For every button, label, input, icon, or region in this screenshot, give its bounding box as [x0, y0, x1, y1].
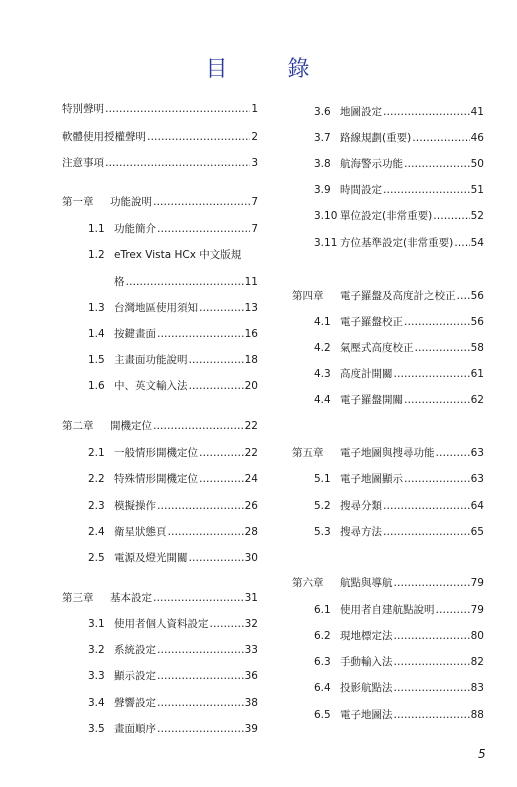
toc-entry: [88, 302, 258, 315]
toc-entry-page: 2: [251, 131, 258, 143]
toc-entry: [114, 276, 258, 289]
toc-leader-dots: [157, 723, 244, 736]
toc-entry-number: 5.2: [314, 500, 331, 512]
toc-leader-dots: [157, 500, 244, 513]
toc-leader-dots: [383, 184, 470, 197]
toc-entry-number: 6.2: [314, 630, 331, 642]
toc-entry-number: 1.6: [88, 380, 105, 392]
toc-leader-dots: [168, 526, 244, 539]
toc-entry-title: 畫面順序: [114, 723, 156, 735]
toc-entry-title: 台灣地區使用須知: [114, 302, 198, 314]
toc-entry-title: 路線規劃(重要): [340, 132, 412, 144]
toc-entry: [314, 158, 484, 171]
toc-entry-title: 按鍵畫面: [114, 328, 156, 340]
toc-entry-title: 一般情形開機定位: [114, 447, 198, 459]
toc-entry: [88, 618, 258, 631]
toc-entry: [88, 500, 258, 513]
toc-entry-title: 功能說明: [110, 196, 152, 208]
toc-entry-title: 電源及燈光開關: [114, 552, 188, 564]
toc-entry-number: 1.1: [88, 223, 105, 235]
toc-entry-page: 7: [251, 223, 258, 235]
toc-entry-number: 2.2: [88, 473, 105, 485]
toc-entry-number: 3.3: [88, 670, 105, 682]
toc-entry-number: 3.2: [88, 644, 105, 656]
toc-entry-page: 83: [470, 682, 484, 694]
toc-entry-page: 22: [244, 420, 258, 432]
toc-leader-dots: [105, 103, 250, 116]
title-char-left: 目: [205, 57, 230, 82]
toc-entry-page: 13: [244, 302, 258, 314]
toc-entry-title: 電子羅盤及高度計之校正: [340, 290, 456, 302]
toc-entry: [88, 249, 258, 262]
toc-entry-title: 功能簡介: [114, 223, 156, 235]
toc-entry-page: 63: [470, 473, 484, 485]
toc-leader-dots: [189, 354, 244, 367]
toc-leader-dots: [126, 276, 244, 289]
toc-entry-page: 63: [470, 447, 484, 459]
toc-entry: [292, 577, 484, 590]
toc-entry: [62, 157, 258, 170]
toc-leader-dots: [153, 592, 244, 605]
toc-entry-page: 26: [244, 500, 258, 512]
toc-entry-title: 格: [114, 276, 125, 288]
toc-entry-page: 65: [470, 526, 484, 538]
toc-entry-page: 62: [470, 394, 484, 406]
toc-entry-number: 2.4: [88, 526, 105, 538]
toc-entry: [314, 237, 484, 250]
toc-entry-page: 1: [251, 103, 258, 115]
toc-entry-number: 6.1: [314, 604, 331, 616]
toc-entry-number: 3.5: [88, 723, 105, 735]
toc-entry-page: 36: [244, 670, 258, 682]
toc-entry: [314, 709, 484, 722]
toc-entry-page: 18: [244, 354, 258, 366]
toc-entry-title: 開機定位: [110, 420, 152, 432]
toc-entry-title: 顯示設定: [114, 670, 156, 682]
toc-leader-dots: [404, 316, 470, 329]
toc-entry-page: 11: [244, 276, 258, 288]
toc-entry-number: 4.4: [314, 394, 331, 406]
toc-entry-title: 手動輸入法: [340, 656, 393, 668]
toc-entry-page: 80: [470, 630, 484, 642]
toc-leader-dots: [404, 394, 470, 407]
toc-entry: [314, 473, 484, 486]
toc-entry-title: 特別聲明: [62, 103, 104, 115]
toc-entry: [314, 604, 484, 617]
toc-entry-number: 1.4: [88, 328, 105, 340]
toc-entry-page: 16: [244, 328, 258, 340]
toc-entry: [314, 656, 484, 669]
toc-entry: [88, 670, 258, 683]
toc-entry: [88, 473, 258, 486]
toc-leader-dots: [189, 552, 244, 565]
toc-leader-dots: [415, 342, 470, 355]
toc-entry-page: 56: [470, 290, 484, 302]
toc-entry: [62, 196, 258, 209]
toc-entry-number: 3.1: [88, 618, 105, 630]
toc-entry-title: 航海警示功能: [340, 158, 403, 170]
toc-entry: [62, 420, 258, 433]
toc-leader-dots: [383, 526, 470, 539]
toc-entry-title: 高度計開關: [340, 368, 393, 380]
toc-entry-title: 方位基準設定(非常重要): [340, 237, 454, 249]
toc-entry-page: 31: [244, 592, 258, 604]
toc-entry-page: 33: [244, 644, 258, 656]
toc-entry-title: 搜尋分類: [340, 500, 382, 512]
toc-leader-dots: [404, 473, 470, 486]
toc-entry-page: 61: [470, 368, 484, 380]
toc-leader-dots: [157, 328, 244, 341]
toc-entry-page: 41: [470, 106, 484, 118]
toc-entry-number: 4.1: [314, 316, 331, 328]
toc-entry-number: 1.2: [88, 249, 105, 261]
toc-entry-title: 電子地圖法: [340, 709, 393, 721]
toc-entry: [314, 342, 484, 355]
toc-leader-dots: [433, 210, 469, 223]
toc-entry: [62, 131, 258, 144]
toc-entry-title: 地圖設定: [340, 106, 382, 118]
toc-leader-dots: [210, 618, 244, 631]
toc-leader-dots: [147, 131, 250, 144]
toc-entry-number: 2.5: [88, 552, 105, 564]
toc-entry-title: 電子羅盤開關: [340, 394, 403, 406]
toc-leader-dots: [157, 670, 244, 683]
toc-leader-dots: [199, 473, 244, 486]
toc-entry-page: 46: [470, 132, 484, 144]
toc-entry-number: 第四章: [292, 290, 324, 302]
toc-entry-title: 搜尋方法: [340, 526, 382, 538]
toc-entry: [314, 368, 484, 381]
toc-leader-dots: [457, 290, 470, 303]
toc-entry-page: 3: [251, 157, 258, 169]
toc-entry: [88, 328, 258, 341]
toc-entry-number: 1.3: [88, 302, 105, 314]
toc-entry-number: 3.9: [314, 184, 331, 196]
toc-entry-page: 28: [244, 526, 258, 538]
toc-entry: [314, 526, 484, 539]
toc-entry: [314, 184, 484, 197]
toc-entry: [88, 552, 258, 565]
toc-entry: [292, 290, 484, 303]
toc-entry-number: 3.7: [314, 132, 331, 144]
toc-entry-page: 7: [251, 196, 258, 208]
toc-leader-dots: [105, 157, 250, 170]
toc-leader-dots: [199, 447, 244, 460]
toc-entry-page: 54: [470, 237, 484, 249]
toc-leader-dots: [394, 709, 470, 722]
toc-entry-number: 5.3: [314, 526, 331, 538]
toc-entry-page: 58: [470, 342, 484, 354]
toc-entry-page: 82: [470, 656, 484, 668]
toc-leader-dots: [394, 577, 470, 590]
toc-entry-title: 氣壓式高度校正: [340, 342, 414, 354]
toc-entry-title: 時間設定: [340, 184, 382, 196]
title-char-right: 錄: [287, 57, 312, 82]
toc-entry: [314, 132, 484, 145]
toc-entry: [88, 223, 258, 236]
toc-leader-dots: [383, 106, 470, 119]
toc-entry: [292, 447, 484, 460]
toc-entry-number: 6.4: [314, 682, 331, 694]
toc-entry-number: 第一章: [62, 196, 94, 208]
toc-entry-page: 50: [470, 158, 484, 170]
toc-leader-dots: [157, 644, 244, 657]
toc-leader-dots: [454, 237, 469, 250]
toc-entry-page: 38: [244, 697, 258, 709]
toc-entry: [314, 682, 484, 695]
toc-entry-number: 3.4: [88, 697, 105, 709]
toc-entry-number: 2.1: [88, 447, 105, 459]
toc-entry: [314, 394, 484, 407]
toc-entry-page: 79: [470, 577, 484, 589]
toc-entry: [314, 316, 484, 329]
toc-entry-title: 電子地圖與搜尋功能: [340, 447, 435, 459]
toc-entry-title: 特殊情形開機定位: [114, 473, 198, 485]
toc-entry-title: eTrex Vista HCx 中文版規: [114, 249, 242, 261]
toc-entry-title: 投影航點法: [340, 682, 393, 694]
toc-entry-page: 52: [470, 210, 484, 222]
toc-leader-dots: [394, 682, 470, 695]
toc-entry: [88, 447, 258, 460]
toc-entry-number: 5.1: [314, 473, 331, 485]
toc-entry-number: 第二章: [62, 420, 94, 432]
toc-entry-page: 88: [470, 709, 484, 721]
toc-entry: [314, 630, 484, 643]
toc-entry: [314, 500, 484, 513]
toc-entry: [88, 354, 258, 367]
toc-entry-number: 6.5: [314, 709, 331, 721]
toc-entry: [88, 380, 258, 393]
toc-entry-title: 使用者自建航點說明: [340, 604, 435, 616]
toc-entry-title: 衛星狀態頁: [114, 526, 167, 538]
toc-entry-number: 1.5: [88, 354, 105, 366]
toc-entry: [62, 592, 258, 605]
toc-leader-dots: [153, 420, 244, 433]
toc-entry: [88, 723, 258, 736]
toc-entry-number: 3.6: [314, 106, 331, 118]
toc-entry: [314, 106, 484, 119]
toc-leader-dots: [436, 447, 470, 460]
toc-entry-title: 使用者個人資料設定: [114, 618, 209, 630]
toc-entry-title: 系統設定: [114, 644, 156, 656]
toc-leader-dots: [157, 223, 250, 236]
toc-title: [0, 52, 517, 83]
toc-entry-title: 航點與導航: [340, 577, 393, 589]
toc-leader-dots: [383, 500, 470, 513]
toc-leader-dots: [199, 302, 244, 315]
toc-entry-title: 單位設定(非常重要): [340, 210, 433, 222]
toc-entry-title: 聲響設定: [114, 697, 156, 709]
toc-entry-page: 24: [244, 473, 258, 485]
toc-entry-title: 現地標定法: [340, 630, 393, 642]
toc-entry-title: 基本設定: [110, 592, 152, 604]
toc-entry-number: 3.11: [314, 237, 338, 249]
toc-entry-page: 22: [244, 447, 258, 459]
toc-entry-page: 20: [244, 380, 258, 392]
toc-entry: [88, 697, 258, 710]
toc-entry-title: 主畫面功能說明: [114, 354, 188, 366]
toc-entry-number: 2.3: [88, 500, 105, 512]
toc-entry-title: 電子羅盤校正: [340, 316, 403, 328]
toc-leader-dots: [157, 697, 244, 710]
toc-entry-title: 中、英文輸入法: [114, 380, 188, 392]
toc-entry: [314, 210, 484, 223]
toc-leader-dots: [394, 368, 470, 381]
toc-leader-dots: [436, 604, 470, 617]
toc-entry-page: 56: [470, 316, 484, 328]
toc-entry-page: 64: [470, 500, 484, 512]
toc-entry: [88, 644, 258, 657]
toc-entry-title: 電子地圖顯示: [340, 473, 403, 485]
toc-entry-number: 3.10: [314, 210, 338, 222]
toc-leader-dots: [394, 630, 470, 643]
toc-entry-number: 第六章: [292, 577, 324, 589]
toc-leader-dots: [412, 132, 469, 145]
page-number: 5: [478, 747, 486, 761]
toc-entry-number: 6.3: [314, 656, 331, 668]
toc-leader-dots: [404, 158, 470, 171]
toc-entry-page: 32: [244, 618, 258, 630]
toc-entry: [88, 526, 258, 539]
toc-leader-dots: [189, 380, 244, 393]
toc-entry-number: 第三章: [62, 592, 94, 604]
toc-entry-number: 4.2: [314, 342, 331, 354]
toc-entry-page: 30: [244, 552, 258, 564]
toc-entry-title: 注意事項: [62, 157, 104, 169]
toc-leader-dots: [153, 196, 250, 209]
toc-entry-number: 3.8: [314, 158, 331, 170]
toc-entry-number: 第五章: [292, 447, 324, 459]
toc-entry-number: 4.3: [314, 368, 331, 380]
toc-entry-page: 51: [470, 184, 484, 196]
toc-entry-title: 軟體使用授權聲明: [62, 131, 146, 143]
toc-entry-page: 39: [244, 723, 258, 735]
toc-entry: [62, 103, 258, 116]
toc-entry-title: 模擬操作: [114, 500, 156, 512]
toc-entry-page: 79: [470, 604, 484, 616]
toc-leader-dots: [394, 656, 470, 669]
